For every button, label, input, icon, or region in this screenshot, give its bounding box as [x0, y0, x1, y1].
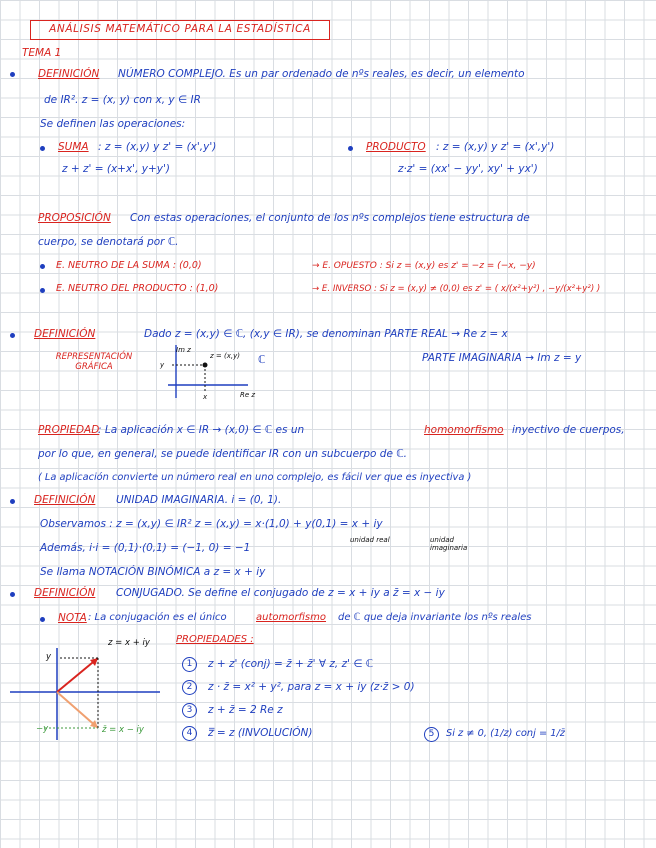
prop2-line1a: : La aplicación x ∈ IR → (x,0) ∈ ℂ es un: [98, 424, 305, 436]
def3-binomica: Se llama NOTACIÓN BINÓMICA a z = x + iy: [40, 566, 266, 578]
def2-label: DEFINICIÓN: [34, 328, 96, 340]
fig-neg-y: −y: [36, 724, 49, 734]
prop2-line1b: inyectivo de cuerpos,: [512, 424, 625, 436]
im-axis-label: Im z: [176, 346, 191, 354]
automorfismo: automorfismo: [256, 612, 327, 623]
prop2-line2: por lo que, en general, se puede identificar IR con un subcuerpo de ℂ.: [38, 448, 407, 460]
num-3: 3: [182, 703, 197, 718]
prop-2: z · z̄ = x² + y², para z = x + iy (z·z̄ > 0): [208, 681, 415, 693]
nota-b: de ℂ que deja invariante los nºs reales: [338, 612, 532, 623]
def3-line1: UNIDAD IMAGINARIA. i = (0, 1).: [116, 494, 282, 506]
def2-line2: PARTE IMAGINARIA → Im z = y: [422, 352, 582, 364]
num-2: 2: [182, 680, 197, 695]
def3-ademas: Además, i·i = (0,1)·(0,1) = (−1, 0) = −1: [40, 542, 251, 554]
prop-3: z + z̄ = 2 Re z: [208, 704, 283, 716]
opuesto: → E. OPUESTO : Si z = (x,y) es z' = −z = (−x, −y): [312, 261, 536, 271]
fig-y: y: [46, 652, 52, 662]
fig-conj-label: z̄ = x − iy: [102, 725, 144, 735]
producto-line2: z·z' = (xx' − yy', xy' + yx'): [398, 163, 538, 175]
def3-obs: Observamos : z = (x,y) ∈ IR² z = (x,y) = x·(1,0) + y(0,1) = x + iy: [40, 518, 383, 530]
prop1-line1: Con estas operaciones, el conjunto de los nºs complejos tiene estructura de: [130, 212, 530, 224]
def1-line2: de IR². z = (x, y) con x, y ∈ IR: [44, 94, 201, 106]
inverso: → E. INVERSO : Si z = (x,y) ≠ (0,0) es z' = ( x/(x²+y²) , −y/(x²+y²) ): [312, 284, 601, 294]
document-title: ANÁLISIS MATEMÁTICO PARA LA ESTADÍSTICA: [30, 20, 330, 40]
prop2-line3: ( La aplicación convierte un número real en uno complejo, es fácil ver que es inyectiva ): [38, 472, 472, 483]
unidad-imaginaria: unidad imaginaria: [430, 536, 468, 552]
num-5: 5: [424, 727, 439, 742]
suma-line2: z + z' = (x+x', y+y'): [62, 163, 170, 175]
prop-1: z + z' (conj) = z̄ + z̄' ∀ z, z' ∈ ℂ: [208, 658, 374, 670]
producto-label: PRODUCTO: [366, 141, 426, 153]
tema-label: TEMA 1: [22, 47, 62, 59]
nota-label: NOTA: [58, 612, 87, 624]
def1-line3: Se definen las operaciones:: [40, 118, 186, 130]
prop-5: Si z ≠ 0, (1/z) conj = 1/z̄: [446, 728, 565, 739]
def1-line1: NÚMERO COMPLEJO. Es un par ordenado de nºs reales, es decir, un elemento: [118, 68, 525, 80]
nota-a: : La conjugación es el único: [88, 612, 227, 623]
producto-line1: : z = (x,y) y z' = (x',y'): [436, 141, 555, 153]
unidad-real: unidad real: [350, 536, 390, 544]
y-tick: y: [160, 361, 165, 369]
suma-line1: : z = (x,y) y z' = (x',y'): [98, 141, 217, 153]
num-4: 4: [182, 726, 197, 741]
def3-label: DEFINICIÓN: [34, 494, 96, 506]
representacion-grafica: REPRESENTACIÓN GRÁFICA: [55, 352, 133, 372]
homomorfismo: homomorfismo: [424, 424, 504, 436]
propiedades-title: PROPIEDADES :: [176, 634, 254, 645]
prop2-label: PROPIEDAD: [38, 424, 100, 436]
neutro-producto: E. NEUTRO DEL PRODUCTO : (1,0): [56, 283, 219, 294]
def4-label: DEFINICIÓN: [34, 587, 96, 599]
suma-label: SUMA: [58, 141, 89, 153]
def4-line1: CONJUGADO. Se define el conjugado de z = x + iy a z̄ = x − iy: [116, 587, 445, 599]
def2-line1: Dado z = (x,y) ∈ ℂ, (x,y ∈ IR), se denominan PARTE REAL → Re z = x: [144, 328, 508, 340]
neutro-suma: E. NEUTRO DE LA SUMA : (0,0): [56, 260, 202, 271]
prop1-line2: cuerpo, se denotará por ℂ.: [38, 236, 179, 248]
fig-z-label: z = x + iy: [108, 638, 150, 648]
c-symbol: ℂ: [258, 354, 266, 366]
def1-label: DEFINICIÓN: [38, 68, 100, 80]
x-tick: x: [203, 393, 208, 401]
num-1: 1: [182, 657, 197, 672]
re-axis-label: Re z: [240, 391, 256, 399]
prop-4: z̿ = z (INVOLUCIÓN): [208, 727, 313, 739]
prop1-label: PROPOSICIÓN: [38, 212, 111, 224]
point-label: z = (x,y): [210, 352, 240, 360]
